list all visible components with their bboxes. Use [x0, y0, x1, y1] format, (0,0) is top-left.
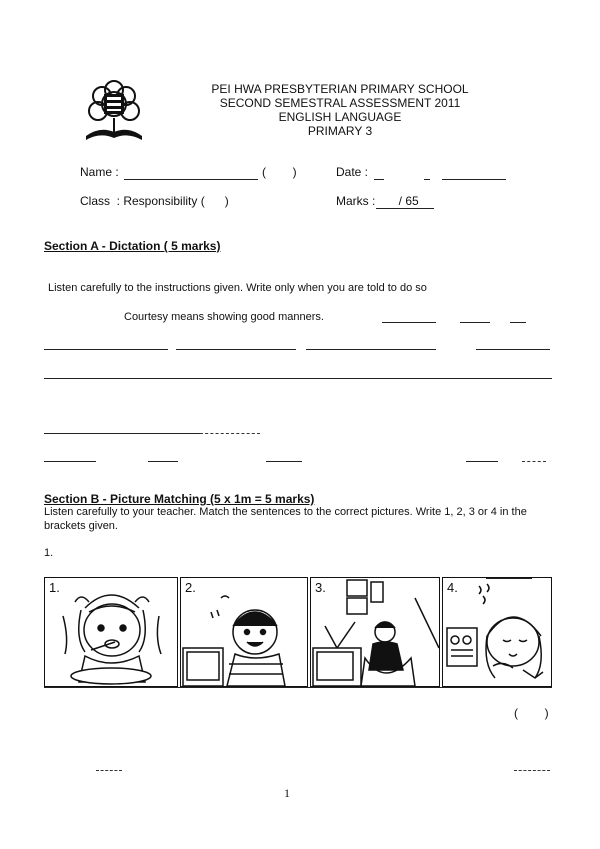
school-name: PEI HWA PRESBYTERIAN PRIMARY SCHOOL: [211, 82, 469, 96]
level-title: PRIMARY 3: [307, 124, 373, 138]
girl-eating-illustration: [45, 578, 178, 687]
writing-line-faint: [522, 461, 546, 462]
question-number: 1.: [44, 547, 54, 559]
writing-line[interactable]: [266, 461, 302, 462]
girl-radio-illustration: [443, 578, 552, 687]
answer-bracket[interactable]: ( ): [514, 706, 549, 720]
section-b-instruction: Listen carefully to your teacher. Match the sentences to the correct pictures. Write 1, 2, 3 or 4 in the brackets given.: [44, 506, 527, 532]
class-label: Class : Responsibility ( ): [80, 194, 229, 208]
boy-eating-tv-illustration: [181, 578, 308, 687]
name-label: Name :: [80, 165, 119, 179]
section-a-instruction: Listen carefully to the instructions given. Write only when you are told to do so: [48, 282, 427, 294]
marks-label: Marks: [336, 194, 369, 208]
marks-field[interactable]: [376, 208, 434, 209]
writing-line[interactable]: [382, 322, 436, 323]
picture-strip: [44, 577, 552, 687]
picture-strip-top-mark: [486, 578, 532, 579]
picture-panel-1: [44, 577, 178, 687]
section-b-title: Section B - Picture Matching (5 x 1m = 5 marks): [44, 492, 315, 506]
writing-line[interactable]: [176, 349, 296, 350]
writing-line[interactable]: [148, 461, 178, 462]
date-field-month[interactable]: [424, 179, 430, 180]
writing-line[interactable]: [44, 461, 96, 462]
boy-sitting-tv-illustration: [311, 578, 440, 687]
assessment-title: SECOND SEMESTRAL ASSESSMENT 2011: [219, 96, 461, 110]
writing-line-faint: [200, 433, 260, 434]
page-number: 1: [284, 786, 290, 800]
writing-line[interactable]: [466, 461, 498, 462]
subject-title: ENGLISH LANGUAGE: [278, 110, 402, 124]
panel-number: 2.: [185, 580, 196, 595]
writing-line[interactable]: [44, 349, 168, 350]
date-field-year[interactable]: [442, 179, 506, 180]
section-a-title: Section A - Dictation ( 5 marks): [44, 239, 221, 253]
marks-value: : / 65: [372, 194, 419, 208]
dictation-sample-sentence: Courtesy means showing good manners.: [124, 311, 324, 323]
picture-strip-baseline: [44, 687, 552, 688]
writing-line[interactable]: [460, 322, 490, 323]
panel-number: 3.: [315, 580, 326, 595]
scan-mark: [96, 770, 122, 771]
date-label: Date :: [336, 165, 369, 179]
date-field-day[interactable]: [374, 179, 384, 180]
writing-line[interactable]: [44, 378, 552, 379]
picture-panel-2: [180, 577, 308, 687]
writing-line[interactable]: [510, 322, 526, 323]
school-logo: [80, 78, 148, 146]
scan-mark: [514, 770, 550, 771]
register-number-paren: ( ): [262, 165, 297, 179]
picture-panel-4: [442, 577, 552, 687]
name-field[interactable]: [124, 179, 258, 180]
writing-line[interactable]: [476, 349, 550, 350]
writing-line[interactable]: [44, 433, 200, 434]
picture-panel-3: [310, 577, 440, 687]
panel-number: 4.: [447, 580, 458, 595]
panel-number: 1.: [49, 580, 60, 595]
writing-line[interactable]: [306, 349, 436, 350]
